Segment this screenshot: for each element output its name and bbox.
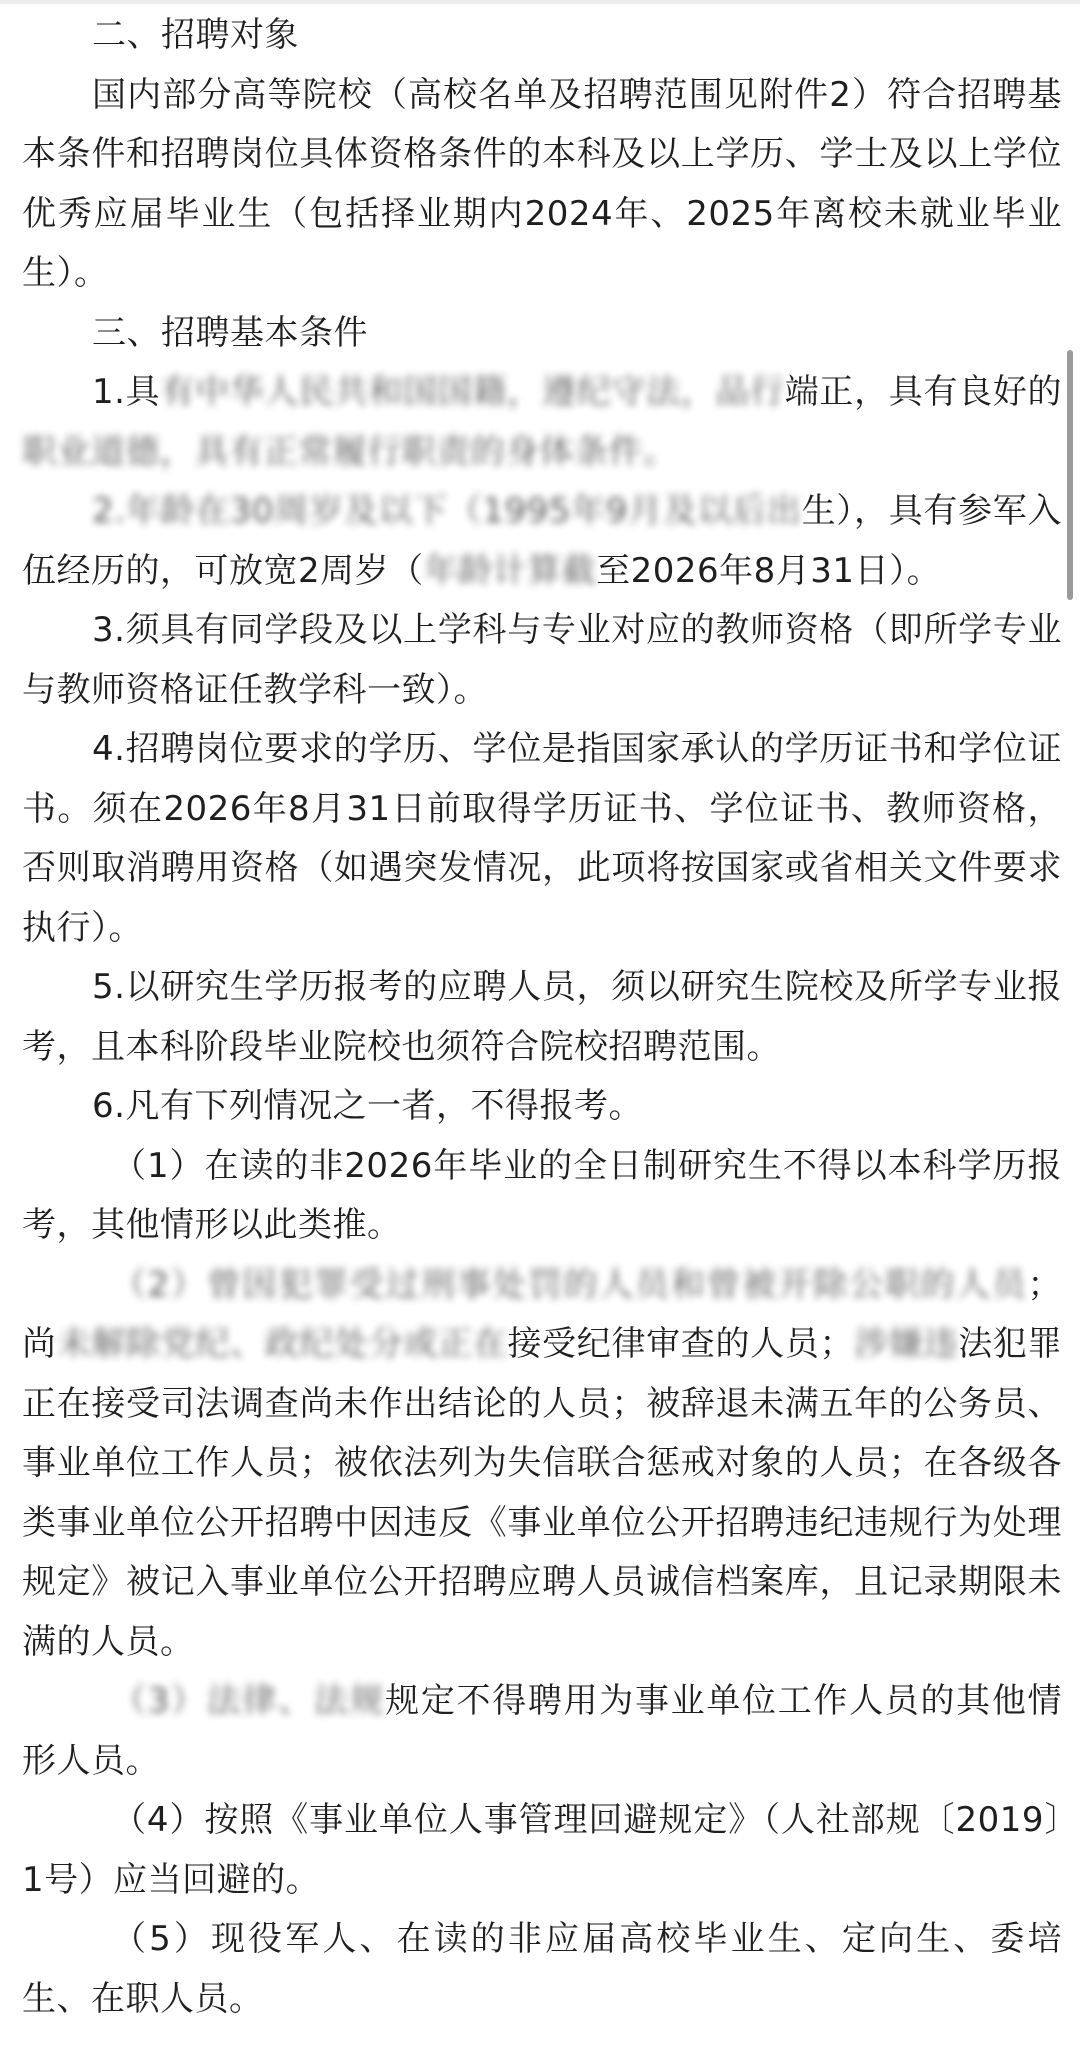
scrollbar-thumb[interactable]	[1067, 350, 1073, 600]
exclusion-item-2-text-c: 法犯罪正在接受司法调查尚未作出结论的人员；被辞退未满五年的公务员、事业单位工作人员；被依法列为失信联合惩戒对象的人员；在各级各类事业单位公开招聘中因违反《事业单位公开招聘违纪违规行为处理规定》被记入事业单位公开招聘应聘人员诚信档案库，且记录期限未满的人员。	[22, 1324, 1063, 1662]
condition-2-blurred: 2.年龄在30周岁及以下（1995年9月及以后出	[92, 491, 802, 531]
condition-6: 6.凡有下列情况之一者，不得报考。	[92, 1086, 643, 1126]
condition-1-blurred-b: 职业道德，具有正常履行职责的身体条件。	[22, 431, 678, 472]
condition-2-blurred-b: 年龄计算截	[423, 550, 597, 591]
document-body	[22, 6, 1062, 2029]
condition-2-text-a: 生），具有参军入伍经历的，可放宽2周岁（	[22, 491, 1062, 591]
section-heading-basic-conditions: 三、招聘基本条件	[92, 312, 368, 353]
exclusion-item-3	[22, 1672, 1062, 1791]
condition-3: 3.须具有同学段及以上学科与专业对应的教师资格（即所学专业与教师资格证任教学科一致）。	[22, 610, 1062, 710]
condition-2	[22, 482, 1062, 601]
section-heading-recruitment-target: 二、招聘对象	[92, 15, 299, 55]
condition-1	[22, 363, 1062, 482]
condition-1-text-a: 1.具	[92, 372, 161, 412]
paragraph-recruitment-target: 国内部分高等院校（高校名单及招聘范围见附件2）符合招聘基本条件和招聘岗位具体资格条件的本科及以上学历、学士及以上学位优秀应届毕业生（包括择业期内2024年、2025年离校未就业毕业生）。	[22, 74, 1062, 293]
condition-1-text-c: 的	[1027, 372, 1063, 412]
exclusion-item-2-blurred: （2）曾因犯罪受过刑事处罚的人员和曾被开除公职的人员	[112, 1264, 1028, 1305]
exclusion-item-4: （4）按照《事业单位人事管理回避规定》（人社部规〔2019〕1号）应当回避的。	[22, 1800, 1062, 1900]
exclusion-item-2-blurred-b: 未解除党纪、政纪处分或正在	[56, 1324, 508, 1364]
exclusion-item-3-blurred: （3）法律、法规	[112, 1681, 386, 1721]
exclusion-item-2	[22, 1256, 1062, 1673]
condition-1-text-b: 端正，具有良好	[784, 372, 1028, 412]
condition-5: 5.以研究生学历报考的应聘人员，须以研究生院校及所学专业报考，且本科阶段毕业院校也须符合院校招聘范围。	[22, 967, 1062, 1067]
condition-4: 4.招聘岗位要求的学历、学位是指国家承认的学历证书和学位证书。须在2026年8月31日前取得学历证书、学位证书、教师资格，否则取消聘用资格（如遇突发情况，此项将按国家或省相关文件要求执行）。	[22, 729, 1062, 948]
top-divider	[0, 0, 1080, 4]
exclusion-item-1: （1）在读的非2026年毕业的全日制研究生不得以本科学历报考，其他情形以此类推。	[22, 1145, 1062, 1245]
exclusion-item-5: （5）现役军人、在读的非应届高校毕业生、定向生、委培生、在职人员。	[22, 1919, 1062, 2019]
condition-1-blurred-a: 有中华人民共和国国籍，遵纪守法，品行	[160, 372, 785, 412]
exclusion-item-2-text-b: 接受纪律审查的人员；	[507, 1324, 854, 1364]
exclusion-item-3-text: 规定不得聘用为事业单位工作人员的其他情形人员。	[22, 1681, 1063, 1781]
condition-2-text-b: 至2026年8月31日）。	[596, 550, 942, 591]
exclusion-item-2-text-a: ；尚	[22, 1264, 1062, 1364]
exclusion-item-2-blurred-c: 涉嫌违	[854, 1324, 959, 1364]
scrollbar[interactable]	[1066, 0, 1076, 2056]
